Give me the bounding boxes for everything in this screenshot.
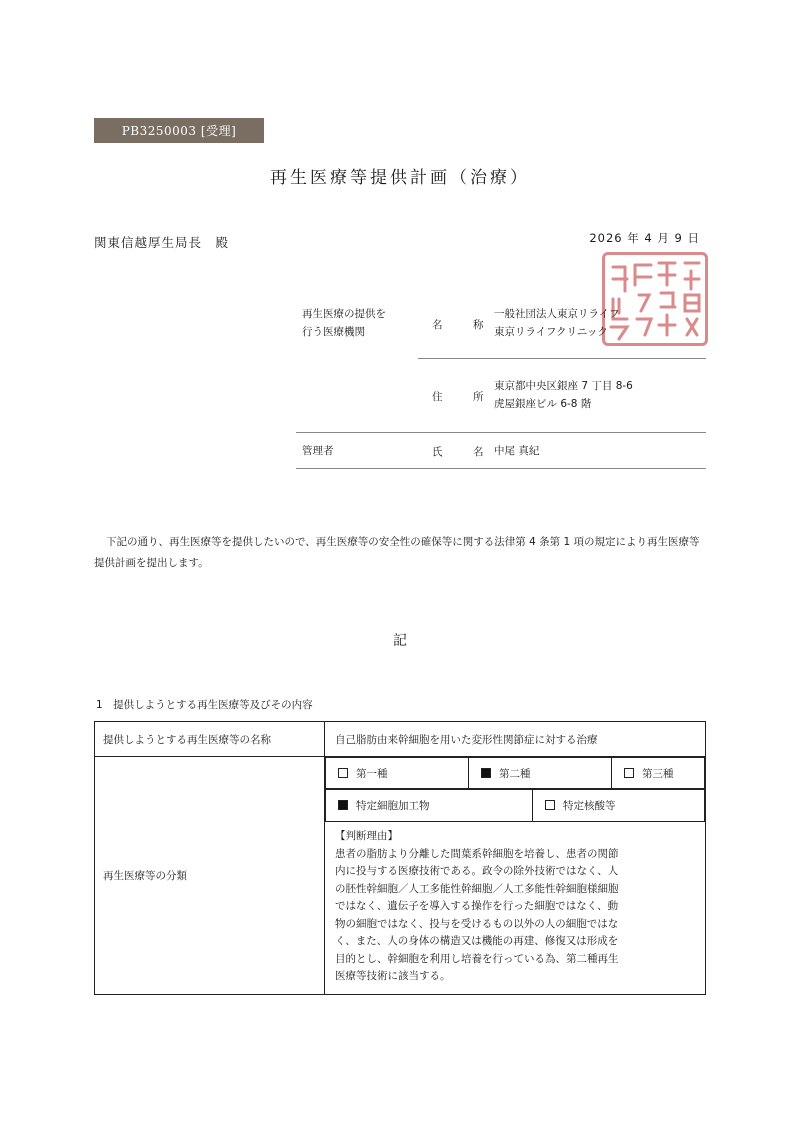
institution-label: 再生医療の提供を 行う医療機関 — [302, 308, 386, 338]
reason-line: ではなく、遺伝子を導入する操作を行った細胞ではなく、動 — [335, 900, 619, 912]
plan-table — [94, 721, 706, 995]
therapy-name-label: 提供しようとする再生医療等の名称 — [95, 722, 325, 757]
receipt-badge: PB3250003 [受理] — [94, 118, 264, 143]
checkbox-checked-icon[interactable] — [481, 768, 491, 778]
reason-line: 患者の脂肪より分離した間葉系幹細胞を培養し、患者の関節 — [335, 847, 619, 860]
therapy-name-value: 自己脂肪由来幹細胞を用いた変形性関節症に対する治療 — [325, 722, 706, 757]
manager-name: 中尾 真紀 — [494, 445, 540, 457]
class-option-3[interactable]: 第三種 — [612, 758, 705, 789]
address-label: 住 所 — [432, 391, 494, 403]
divider — [296, 468, 706, 469]
checkbox-unchecked-icon[interactable] — [545, 800, 555, 810]
reason-line: 目的とし、幹細胞を利用し培養を行っている為、第二種再生 — [335, 952, 619, 965]
institution-name: 一般社団法人東京リライフ 東京リライフクリニック — [494, 308, 620, 338]
manager-name-label: 氏 名 — [432, 446, 494, 458]
checkbox-checked-icon[interactable] — [338, 800, 348, 810]
reason-line: く、また、人の身体の構造又は機能の再建、修復又は形成を — [335, 935, 619, 947]
product-option-1[interactable]: 特定細胞加工物 — [326, 790, 533, 822]
product-option-2[interactable]: 特定核酸等 — [533, 790, 705, 822]
institution-address: 東京都中央区銀座 7 丁目 8-6 虎屋銀座ビル 6-8 階 — [494, 380, 633, 410]
class-options — [325, 757, 705, 789]
reason-line: 内に投与する医療技術である。政令の除外技術ではなく、人 — [335, 865, 619, 877]
product-options — [325, 789, 705, 822]
submission-statement: 下記の通り、再生医療等を提供したいので、再生医療等の安全性の確保等に関する法律第 4 条第 1 項の規定により再生医療等提供計画を提出します。 — [94, 536, 700, 569]
class-option-1[interactable]: 第一種 — [326, 758, 469, 789]
manager-label: 管理者 — [302, 445, 334, 457]
divider — [418, 358, 706, 359]
classification-cell — [325, 757, 706, 995]
reason-line: 物の細胞ではなく、投与を受けるもの以外の人の細胞ではな — [335, 917, 619, 930]
ki-heading: 記 — [393, 633, 407, 649]
submission-date: 2026 年 4 月 9 日 — [589, 231, 700, 245]
checkbox-unchecked-icon[interactable] — [338, 768, 348, 778]
addressee: 関東信越厚生局長 殿 — [94, 235, 230, 250]
divider — [296, 432, 706, 433]
section-heading: 1 提供しようとする再生医療等及びその内容 — [96, 699, 313, 711]
class-option-2[interactable]: 第二種 — [469, 758, 612, 789]
checkbox-unchecked-icon[interactable] — [624, 768, 634, 778]
reason-line: の胚性幹細胞／人工多能性幹細胞／人工多能性幹細胞様細胞 — [335, 882, 619, 895]
reason-line: 医療等技術に該当する。 — [335, 970, 451, 982]
reason-title: 【判断理由】 — [335, 830, 398, 842]
judgment-reason — [325, 822, 705, 994]
classification-label: 再生医療等の分類 — [95, 757, 325, 995]
seal-glyphs — [605, 255, 705, 343]
document-title: 再生医療等提供計画（治療） — [270, 168, 530, 188]
name-label: 名 称 — [432, 319, 494, 331]
